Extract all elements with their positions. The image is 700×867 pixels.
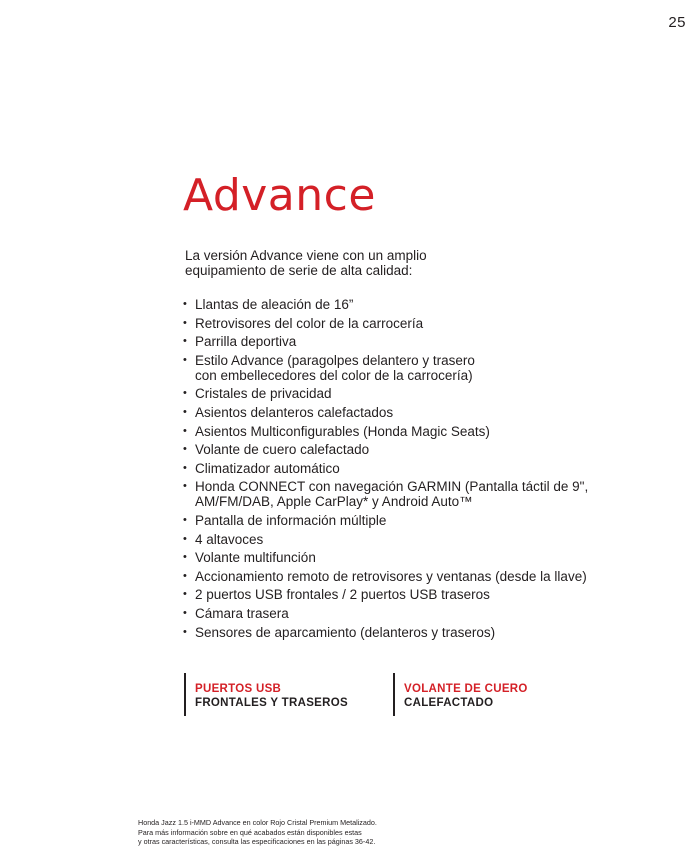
page-number: 25 bbox=[668, 14, 686, 31]
feature-item: • Asientos delanteros calefactados bbox=[183, 405, 603, 420]
feature-item: • Estilo Advance (paragolpes delantero y trasero con embellecedores del color de la carrocería) bbox=[183, 353, 603, 383]
highlight-usb-subtitle: FRONTALES Y TRASEROS bbox=[195, 696, 348, 709]
highlight-usb bbox=[184, 673, 393, 716]
feature-item: • Volante multifunción bbox=[183, 550, 603, 565]
highlight-row bbox=[184, 673, 528, 716]
feature-list bbox=[183, 297, 603, 643]
feature-item: • Llantas de aleación de 16” bbox=[183, 297, 603, 312]
feature-item: • Accionamiento remoto de retrovisores y ventanas (desde la llave) bbox=[183, 569, 603, 584]
highlight-steering-wheel-title: VOLANTE DE CUERO bbox=[404, 683, 528, 695]
highlight-steering-wheel-subtitle: CALEFACTADO bbox=[404, 696, 494, 709]
footnote: Honda Jazz 1.5 i-MMD Advance en color Rojo Cristal Premium Metalizado. Para más información sobre en qué acabados están disponibles estas y otras características, consulta las especificaciones en las páginas 36-42. bbox=[138, 818, 377, 846]
intro-paragraph: La versión Advance viene con un amplio equipamiento de serie de alta calidad: bbox=[185, 248, 427, 278]
feature-item: • Cámara trasera bbox=[183, 606, 603, 621]
feature-item: • Pantalla de información múltiple bbox=[183, 513, 603, 528]
feature-item: • Retrovisores del color de la carrocería bbox=[183, 316, 603, 331]
feature-item: • Asientos Multiconfigurables (Honda Magic Seats) bbox=[183, 424, 603, 439]
feature-item: • Cristales de privacidad bbox=[183, 386, 603, 401]
feature-item: • Honda CONNECT con navegación GARMIN (Pantalla táctil de 9", AM/FM/DAB, Apple CarPlay* y Android Auto™ bbox=[183, 479, 603, 509]
feature-item: • Climatizador automático bbox=[183, 461, 603, 476]
feature-item: • Sensores de aparcamiento (delanteros y traseros) bbox=[183, 625, 603, 640]
feature-item: • 4 altavoces bbox=[183, 532, 603, 547]
feature-item: • Volante de cuero calefactado bbox=[183, 442, 603, 457]
highlight-steering-wheel bbox=[393, 673, 528, 716]
feature-item: • 2 puertos USB frontales / 2 puertos USB traseros bbox=[183, 587, 603, 602]
feature-item: • Parrilla deportiva bbox=[183, 334, 603, 349]
highlight-usb-title: PUERTOS USB bbox=[195, 683, 282, 695]
page-title: Advance bbox=[183, 170, 376, 221]
